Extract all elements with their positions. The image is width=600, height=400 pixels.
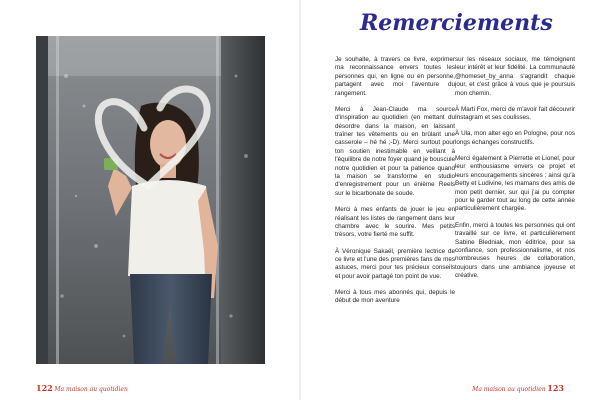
paragraph: À Marti Fox, merci de m'avoir fait découvrir Instagram et ses coulisses. xyxy=(455,105,575,122)
page-number-right: 123 xyxy=(547,383,564,393)
folio-left xyxy=(36,383,128,393)
text-column-left xyxy=(335,56,455,314)
folio-right xyxy=(472,383,564,393)
page-title: Remerciements xyxy=(360,10,553,36)
page-number-left: 122 xyxy=(36,383,53,393)
paragraph: À Ula, mon alter ego en Pologne, pour nos longs échanges constructifs. xyxy=(455,130,575,146)
gutter-divider xyxy=(299,0,301,400)
paragraph: Enfin, merci à toutes les personnes qui ont travaillé sur ce livre, et particulièrement Sabine Bledniak, mon éditrice, pour sa confiance, son professionnalisme, et nos nombreuses heures de collaboration, toujours dans une ambiance joyeuse et créative. xyxy=(455,221,575,280)
running-title-right: Ma maison au quotidien xyxy=(472,386,546,393)
paragraph: Merci également à Pierrette et Lionel, pour leur enthousiasme envers ce projet et leurs encouragements sincères ; ainsi qu'à Betty et Ludivine, les mamans des amis de mon petit dernier, sur qui j'ai pu compter pour le garder tout au long de cette année particulièrement chargée. xyxy=(455,155,575,213)
paragraph: Merci à Jean-Claude ma source d'inspiration au quotidien (en mettant du désordre dans la maison, en laissant traîner tes vêtements ou en brûlant une casserole – hé hé ;-D). Merci surtout pour ton soutien inestimable en veillant à l'équilibre de notre foyer quand je bouscule notre quotidien et pour ta patience quand la maison se transforme en studio d'enregistrement pour un énième Reels sur le bicarbonate de soude. xyxy=(335,105,455,197)
paragraph: Je souhaite, à travers ce livre, exprimer ma reconnaissance envers toutes les personnes qui, en ligne ou en personne, partagent avec moi l'aventure du rangement. xyxy=(335,56,455,97)
paragraph: Merci à tous mes abonnés qui, depuis le début de mon aventure xyxy=(335,288,455,305)
running-title-left: Ma maison au quotidien xyxy=(54,386,128,393)
author-photo xyxy=(36,36,265,364)
paragraph: Merci à mes enfants de jouer le jeu en réalisant les listes de rangement dans leur chambre avec le sourire. Mes petits trésors, votre fierté me suffit. xyxy=(335,206,455,239)
paragraph: sur les réseaux sociaux, me témoignent leur intérêt et leur fidélité. La communauté @homeset_by_anna s'agrandit chaque jour, et c'est grâce à vous que je poursuis mon chemin. xyxy=(455,56,575,97)
paragraph: À Véronique Sakaël, première lectrice de ce livre et l'une des premières fans de mes astuces, merci pour tes précieux conseils et pour avoir partagé ton point de vue. xyxy=(335,247,455,280)
text-column-right xyxy=(455,56,575,288)
